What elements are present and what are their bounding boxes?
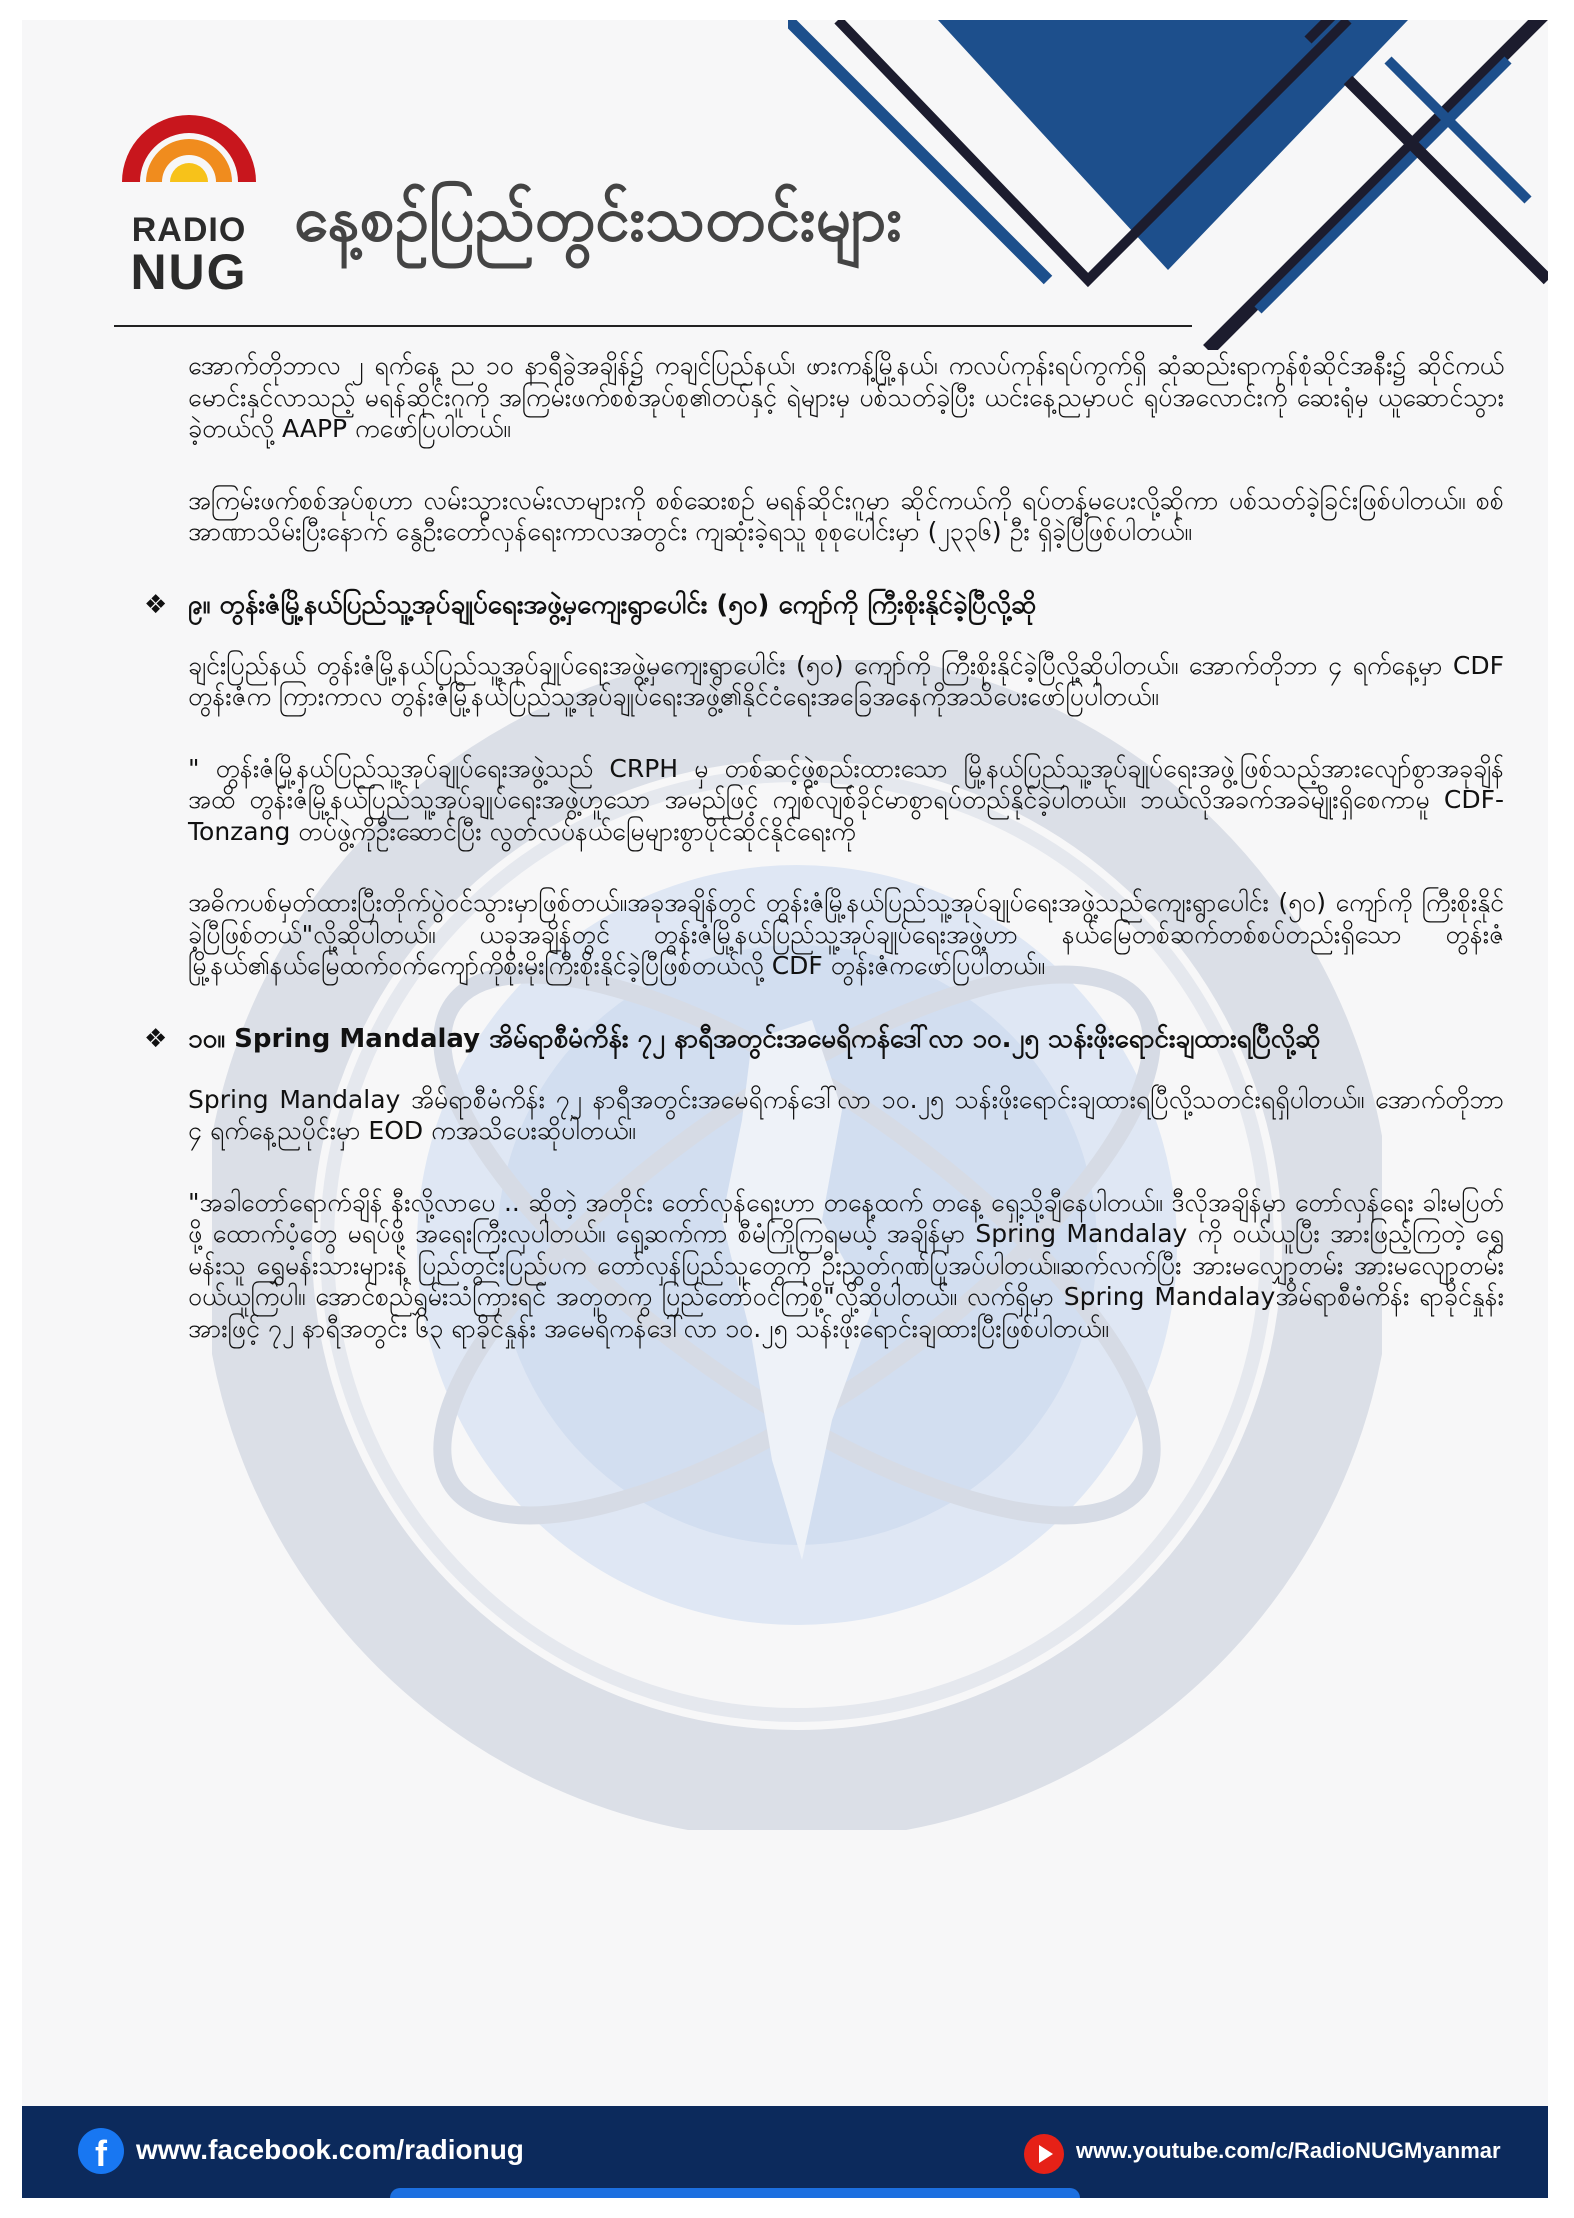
logo-rings-icon xyxy=(114,112,264,212)
article-body xyxy=(144,350,1504,1384)
intro-paragraph-2: အကြမ်းဖက်စစ်အုပ်စုဟာ လမ်းသွားလမ်းလာများကို စစ်ဆေးစဉ် မရန်ဆိုင်းဂူမှာ ဆိုင်ကယ်ကို ရပ်တန့်မပေးလို့ဆိုကာ ပစ်သတ်ခဲ့ခြင်းဖြစ်ပါတယ်။ စစ်အာဏာသိမ်းပြီးနောက် နွေဦးတော်လှန်ရေးကာလအတွင်း ကျဆုံးခဲ့ရသူ စုစုပေါင်းမှာ (၂၃၃၆) ဦး ရှိခဲ့ပြီဖြစ်ပါတယ်။ xyxy=(188,485,1504,546)
footer-accent-strip xyxy=(390,2188,1080,2198)
logo-radio-text: RADIO xyxy=(131,211,247,249)
footer-bar xyxy=(22,2106,1548,2198)
section-10-paragraph-1: Spring Mandalay အိမ်ရာစီမံကိန်း ၇၂ နာရီအတွင်းအမေရိကန်ဒေါ်လာ ၁၀.၂၅ သန်းဖိုးရောင်းချထားရပြီလို့သတင်းရရှိပါတယ်။ အောက်တိုဘာ ၄ ရက်နေ့ညပိုင်းမှာ EOD ကအသိပေးဆိုပါတယ်။ xyxy=(188,1084,1504,1145)
header-divider xyxy=(114,325,1192,327)
section-10-heading xyxy=(144,1022,1504,1056)
diamond-bullet-icon: ❖ xyxy=(144,589,168,620)
section-9-heading xyxy=(144,588,1504,622)
section-10-paragraph-2: "အခါတော်ရောက်ချိန် နီးလို့လာပေ .. ဆိုတဲ့ အတိုင်း တော်လှန်ရေးဟာ တနေ့ထက် တနေ့ ရှေ့သို့ချီနေပါတယ်။ ဒီလိုအချိန်မှာ တော်လှန်ရေး ခါးမပြတ်ဖို့ ထောက်ပံ့တွေ မရပ်ဖို့ အရေးကြီးလှပါတယ်။ ရှေ့ဆက်ကာ စီမံကြိုကြရမယ့် အချိန်မှာ Spring Mandalay ကို ဝယ်ယူပြီး အားဖြည့်ကြတဲ့ ရွှေမန်းသူ ရွှေမန်းသားများနဲ့ ပြည်တွင်းပြည်ပက တော်လှန်ပြည်သူတွေကို ဦးညွှတ်ဂုဏ်ပြုအပ်ပါတယ်။ဆက်လက်ပြီး အားမလျှော့တမ်း အားမလျော့တမ်း ဝယ်ယူကြပါ။ အောင်စည်ရွှမ်းသံကြားရင် အတူတကွ ပြည်တော်ဝင်ကြစို့"လို့ဆိုပါတယ်။ လက်ရှိမှာ Spring Mandalayအိမ်ရာစီမံကိန်း ရာခိုင်နှုန်းအားဖြင့် ၇၂ နာရီအတွင်း ၆၃ ရာခိုင်နှုန်း အမေရိကန်ဒေါ်လာ ၁၀.၂၅ သန်းဖိုးရောင်းချထားပြီးဖြစ်ပါတယ်။ xyxy=(188,1187,1504,1343)
page-title: နေ့စဉ်ပြည်တွင်းသတင်းများ xyxy=(294,182,903,255)
youtube-icon[interactable] xyxy=(1024,2134,1064,2174)
diamond-bullet-icon: ❖ xyxy=(144,1023,168,1054)
section-9-paragraph-2: " တွန်းဇံမြို့နယ်ပြည်သူ့အုပ်ချုပ်ရေးအဖွဲ့သည် CRPH မှ တစ်ဆင့်ဖွဲ့စည်းထားသော မြို့နယ်ပြည်သူ့အုပ်ချုပ်ရေးအဖွဲ့ဖြစ်သည့်အားလျော်စွာအခုချိန်အထိ တွန်းဇံမြို့နယ်ပြည်သူ့အုပ်ချုပ်ရေးအဖွဲ့ဟူသော အမည်ဖြင့် ကျစ်လျစ်ခိုင်မာစွာရပ်တည်နိုင်ခဲ့ပါတယ်။ ဘယ်လိုအခက်အခဲမျိုးရှိစေကာမူ CDF-Tonzang တပ်ဖွဲ့ကိုဦးဆောင်ပြီး လွတ်လပ်နယ်မြေများစွာပိုင်ဆိုင်နိုင်ရေးကို xyxy=(188,753,1504,846)
intro-paragraph-1: အောက်တိုဘာလ ၂ ရက်နေ့ ည ၁၀ နာရီခွဲအချိန်၌ ကချင်ပြည်နယ်၊ ဖားကန့်မြို့နယ်၊ ကလပ်ကုန်းရပ်ကွက်ရှိ ဆုံဆည်းရာကုန်စုံဆိုင်အနီး၌ ဆိုင်ကယ်မောင်းနှင်လာသည့် မရန်ဆိုင်းဂူကို အကြမ်းဖက်စစ်အုပ်စု၏တပ်နှင့် ရဲများမှ ပစ်သတ်ခဲ့ပြီး ယင်းနေ့ညမှာပင် ရုပ်အလောင်းကို ဆေးရုံမှ ယူဆောင်သွားခဲ့တယ်လို့ AAPP ကဖော်ပြပါတယ်။ xyxy=(188,351,1504,443)
section-9-title: ၉။ တွန်းဇံမြို့နယ်ပြည်သူ့အုပ်ချုပ်ရေးအဖွဲ့မှကျေးရွာပေါင်း (၅၀) ကျော်ကို ကြီးစိုးနိုင်ခဲ့ပြီလို့ဆို xyxy=(188,589,1037,620)
radio-nug-logo xyxy=(114,112,264,302)
section-9-paragraph-1: ချင်းပြည်နယ် တွန်းဇံမြို့နယ်ပြည်သူ့အုပ်ချုပ်ရေးအဖွဲ့မှကျေးရွာပေါင်း (၅၀) ကျော်ကို ကြီးစိုးနိုင်ခဲ့ပြီလို့ဆိုပါတယ်။ အောက်တိုဘာ ၄ ရက်နေ့မှာ CDF တွန်းဇံက ကြားကာလ တွန်းဇံမြို့နယ်ပြည်သူ့အုပ်ချုပ်ရေးအဖွဲ့၏နိုင်ငံရေးအခြေအနေကိုအသိပေးဖော်ပြပါတယ်။ xyxy=(188,650,1504,711)
logo-nug-text: NUG xyxy=(130,244,248,300)
facebook-link[interactable]: www.facebook.com/radionug xyxy=(136,2134,524,2165)
facebook-icon[interactable]: f xyxy=(78,2128,124,2174)
section-10-title: ၁၀။ Spring Mandalay အိမ်ရာစီမံကိန်း ၇၂ နာရီအတွင်းအမေရိကန်ဒေါ်လာ ၁၀.၂၅ သန်းဖိုးရောင်းချထားရပြီလို့ဆို xyxy=(188,1023,1321,1054)
document-page xyxy=(22,20,1548,2198)
section-9-paragraph-3: အဓိကပစ်မှတ်ထားပြီးတိုက်ပွဲဝင်သွားမှာဖြစ်တယ်။အခုအချိန်တွင် တွန်းဇံမြို့နယ်ပြည်သူ့အုပ်ချုပ်ရေးအဖွဲ့သည်ကျေးရွာပေါင်း (၅၀) ကျော်ကို ကြီးစိုးနိုင်ခဲ့ပြီဖြစ်တယ်"လို့ဆိုပါတယ်။ ယခုအချိန်တွင် တွန်းဇံမြို့နယ်ပြည်သူ့အုပ်ချုပ်ရေးအဖွဲ့ဟာ နယ်မြေတစ်ဆက်တစ်စပ်တည်းရှိသော တွန်းဇံမြို့နယ်၏နယ်မြေထက်ဝက်ကျော်ကိုစိုးမိုးကြီးစိုးနိုင်ခဲ့ပြီဖြစ်တယ်လို့ CDF တွန်းဇံကဖော်ပြပါတယ်။ xyxy=(188,888,1504,980)
youtube-link[interactable]: www.youtube.com/c/RadioNUGMyanmar xyxy=(1076,2138,1501,2163)
